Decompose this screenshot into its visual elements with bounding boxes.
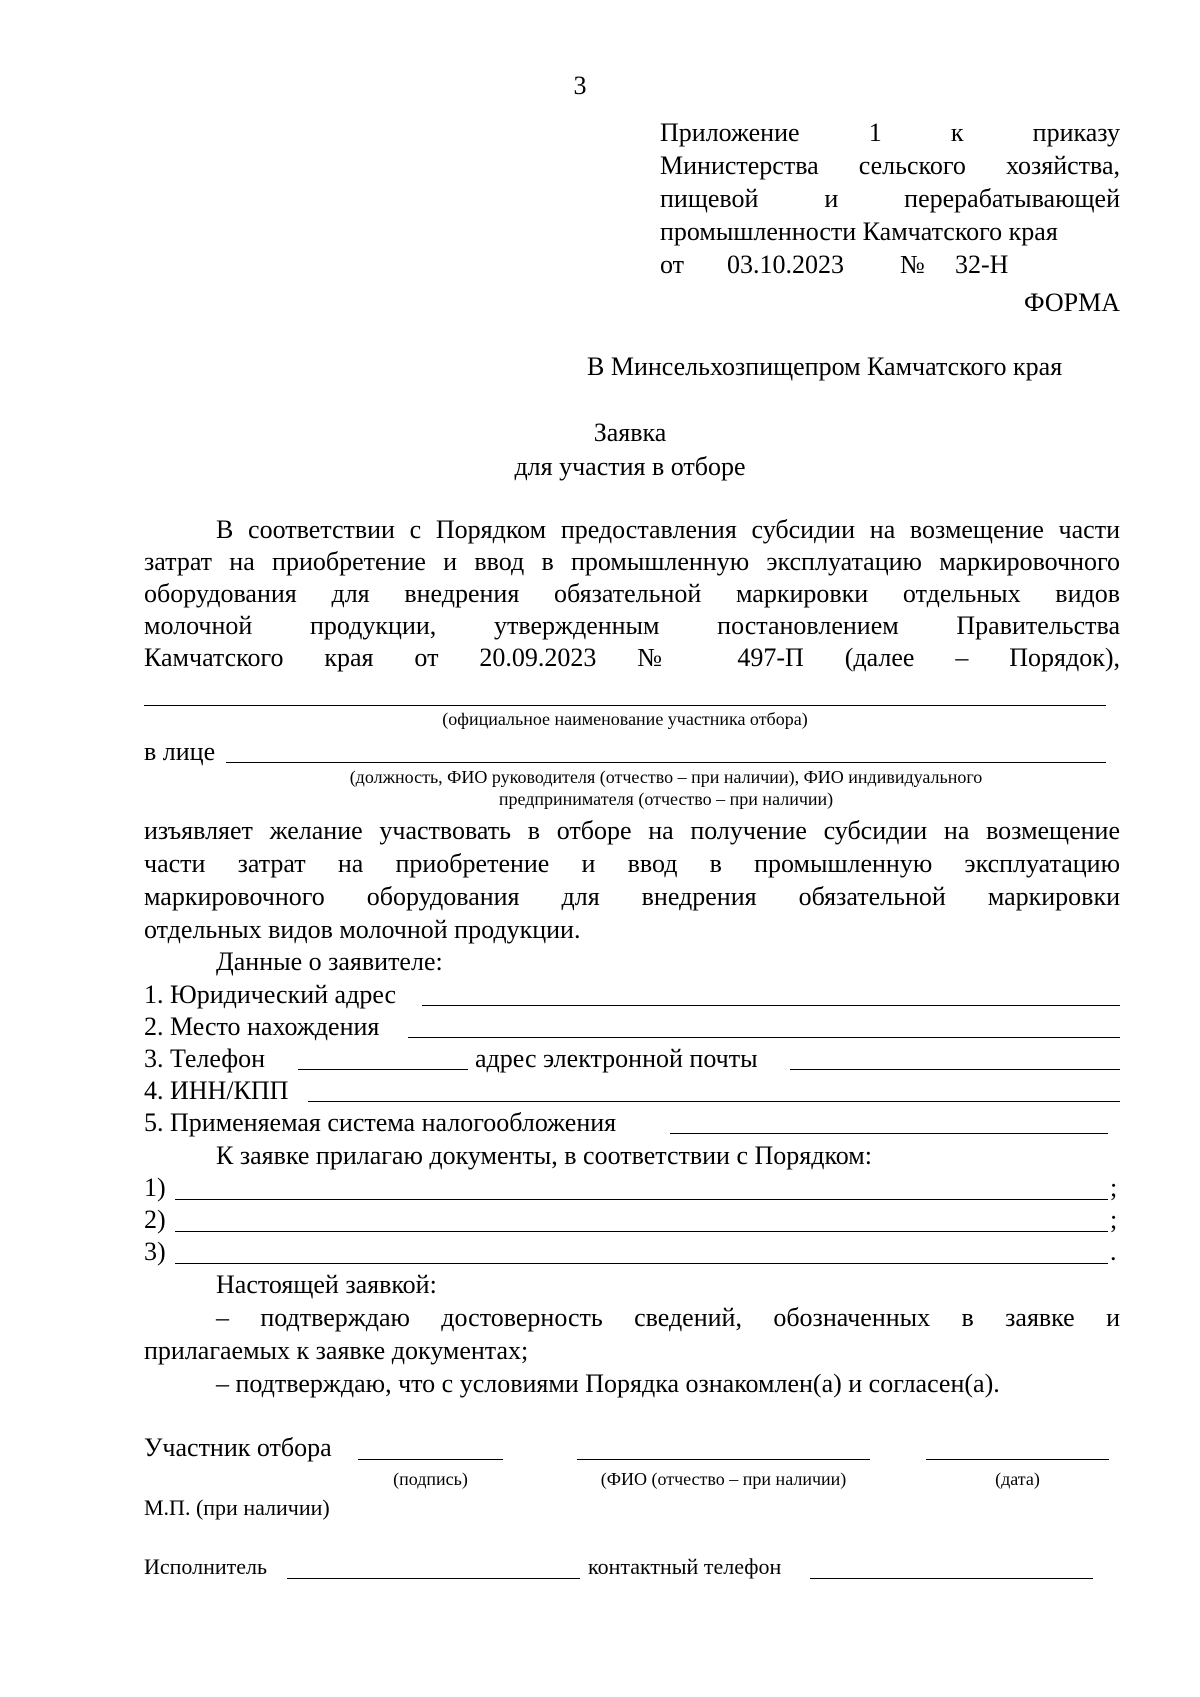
tax-system-label: 5. Применяемая система налогообложения — [144, 1108, 617, 1137]
executor-label: Исполнитель — [144, 1554, 268, 1579]
tax-system-field[interactable] — [670, 1133, 1108, 1134]
date-field[interactable] — [926, 1459, 1109, 1460]
confirm-1-line-2: прилагаемых к заявке документах; — [144, 1336, 529, 1365]
document-subtitle: для участия в отборе — [514, 452, 746, 481]
document-2-number: 2) — [144, 1205, 166, 1234]
inn-kpp-label: 4. ИНН/КПП — [144, 1076, 289, 1105]
phone-label: 3. Телефон — [144, 1044, 266, 1073]
documents-heading: К заявке прилагаю документы, в соответствии с Порядком: — [216, 1141, 872, 1170]
in-person-label: в лице — [144, 737, 216, 766]
document-title: Заявка — [593, 418, 667, 447]
appendix-date-prefix: от — [660, 250, 685, 279]
desire-line-1: изъявляет желание участвовать в отборе на получение субсидии на возмещение — [144, 816, 1120, 845]
legal-address-label: 1. Юридический адрес — [144, 980, 397, 1009]
document-1-number: 1) — [144, 1173, 166, 1202]
appendix-date: 03.10.2023 — [727, 250, 844, 279]
caption-official-name: (официальное наименование участника отбора) — [442, 709, 808, 729]
desire-line-4: отдельных видов молочной продукции. — [144, 915, 581, 944]
intro-line-5: Камчатского края от 20.09.2023 № 497-П (далее – Порядок), — [144, 643, 1120, 672]
document-3-end: . — [1110, 1237, 1117, 1266]
full-name-field[interactable] — [577, 1459, 870, 1460]
intro-line-3: оборудования для внедрения обязательной маркировки отдельных видов — [144, 579, 1120, 608]
confirm-1-line-1: – подтверждаю достоверность сведений, обозначенных в заявке и — [216, 1303, 1120, 1332]
location-label: 2. Место нахождения — [144, 1012, 380, 1041]
intro-line-1: В соответствии с Порядком предоставления субсидии на возмещение части — [216, 515, 1120, 544]
appendix-number: 32-Н — [955, 250, 1009, 279]
appendix-line-3: пищевой и перерабатывающей — [660, 184, 1120, 213]
caption-date: (дата) — [995, 1469, 1040, 1489]
intro-line-4: молочной продукции, утвержденным постановлением Правительства — [144, 611, 1120, 640]
stamp-label: М.П. (при наличии) — [144, 1495, 330, 1520]
appendix-line-2: Министерства сельского хозяйства, — [660, 151, 1120, 180]
executor-field[interactable] — [287, 1578, 580, 1579]
document-1-field[interactable] — [175, 1199, 1108, 1200]
executor-phone-label: контактный телефон — [588, 1554, 782, 1579]
document-2-end: ; — [1110, 1205, 1118, 1234]
confirm-heading: Настоящей заявкой: — [216, 1270, 437, 1299]
phone-field[interactable] — [298, 1069, 468, 1070]
desire-line-3: маркировочного оборудования для внедрения обязательной маркировки — [144, 882, 1120, 911]
addressee: В Минсельхозпищепром Камчатского края — [587, 352, 1063, 381]
caption-full-name: (ФИО (отчество – при наличии) — [600, 1469, 847, 1489]
applicant-heading: Данные о заявителе: — [216, 947, 443, 976]
email-field[interactable] — [790, 1069, 1120, 1070]
executor-phone-field[interactable] — [810, 1578, 1093, 1579]
signature-field[interactable] — [358, 1459, 503, 1460]
document-2-field[interactable] — [175, 1231, 1108, 1232]
legal-address-field[interactable] — [422, 1005, 1120, 1006]
caption-person-line-2: предпринимателя (отчество – при наличии) — [498, 789, 834, 809]
intro-line-2: затрат на приобретение и ввод в промышленную эксплуатацию маркировочного — [144, 547, 1120, 576]
caption-signature: (подпись) — [393, 1469, 468, 1489]
confirm-2: – подтверждаю, что с условиями Порядка ознакомлен(а) и согласен(а). — [216, 1369, 1000, 1398]
document-1-end: ; — [1110, 1173, 1118, 1202]
official-name-field[interactable] — [144, 705, 1106, 706]
document-3-number: 3) — [144, 1237, 166, 1266]
page-number: 3 — [573, 71, 587, 100]
form-label: ФОРМА — [1024, 288, 1120, 317]
in-person-field[interactable] — [226, 762, 1106, 763]
email-label: адрес электронной почты — [475, 1044, 758, 1073]
appendix-number-sign: № — [900, 250, 925, 279]
inn-kpp-field[interactable] — [308, 1101, 1120, 1102]
document-3-field[interactable] — [175, 1263, 1108, 1264]
location-field[interactable] — [408, 1037, 1120, 1038]
caption-person-line-1: (должность, ФИО руководителя (отчество – при наличии), ФИО индивидуального — [349, 767, 983, 787]
participant-label: Участник отбора — [144, 1433, 332, 1462]
appendix-line-4: промышленности Камчатского края — [660, 217, 1058, 246]
desire-line-2: части затрат на приобретение и ввод в промышленную эксплуатацию — [144, 849, 1120, 878]
appendix-line-1: Приложение 1 к приказу — [660, 118, 1120, 147]
